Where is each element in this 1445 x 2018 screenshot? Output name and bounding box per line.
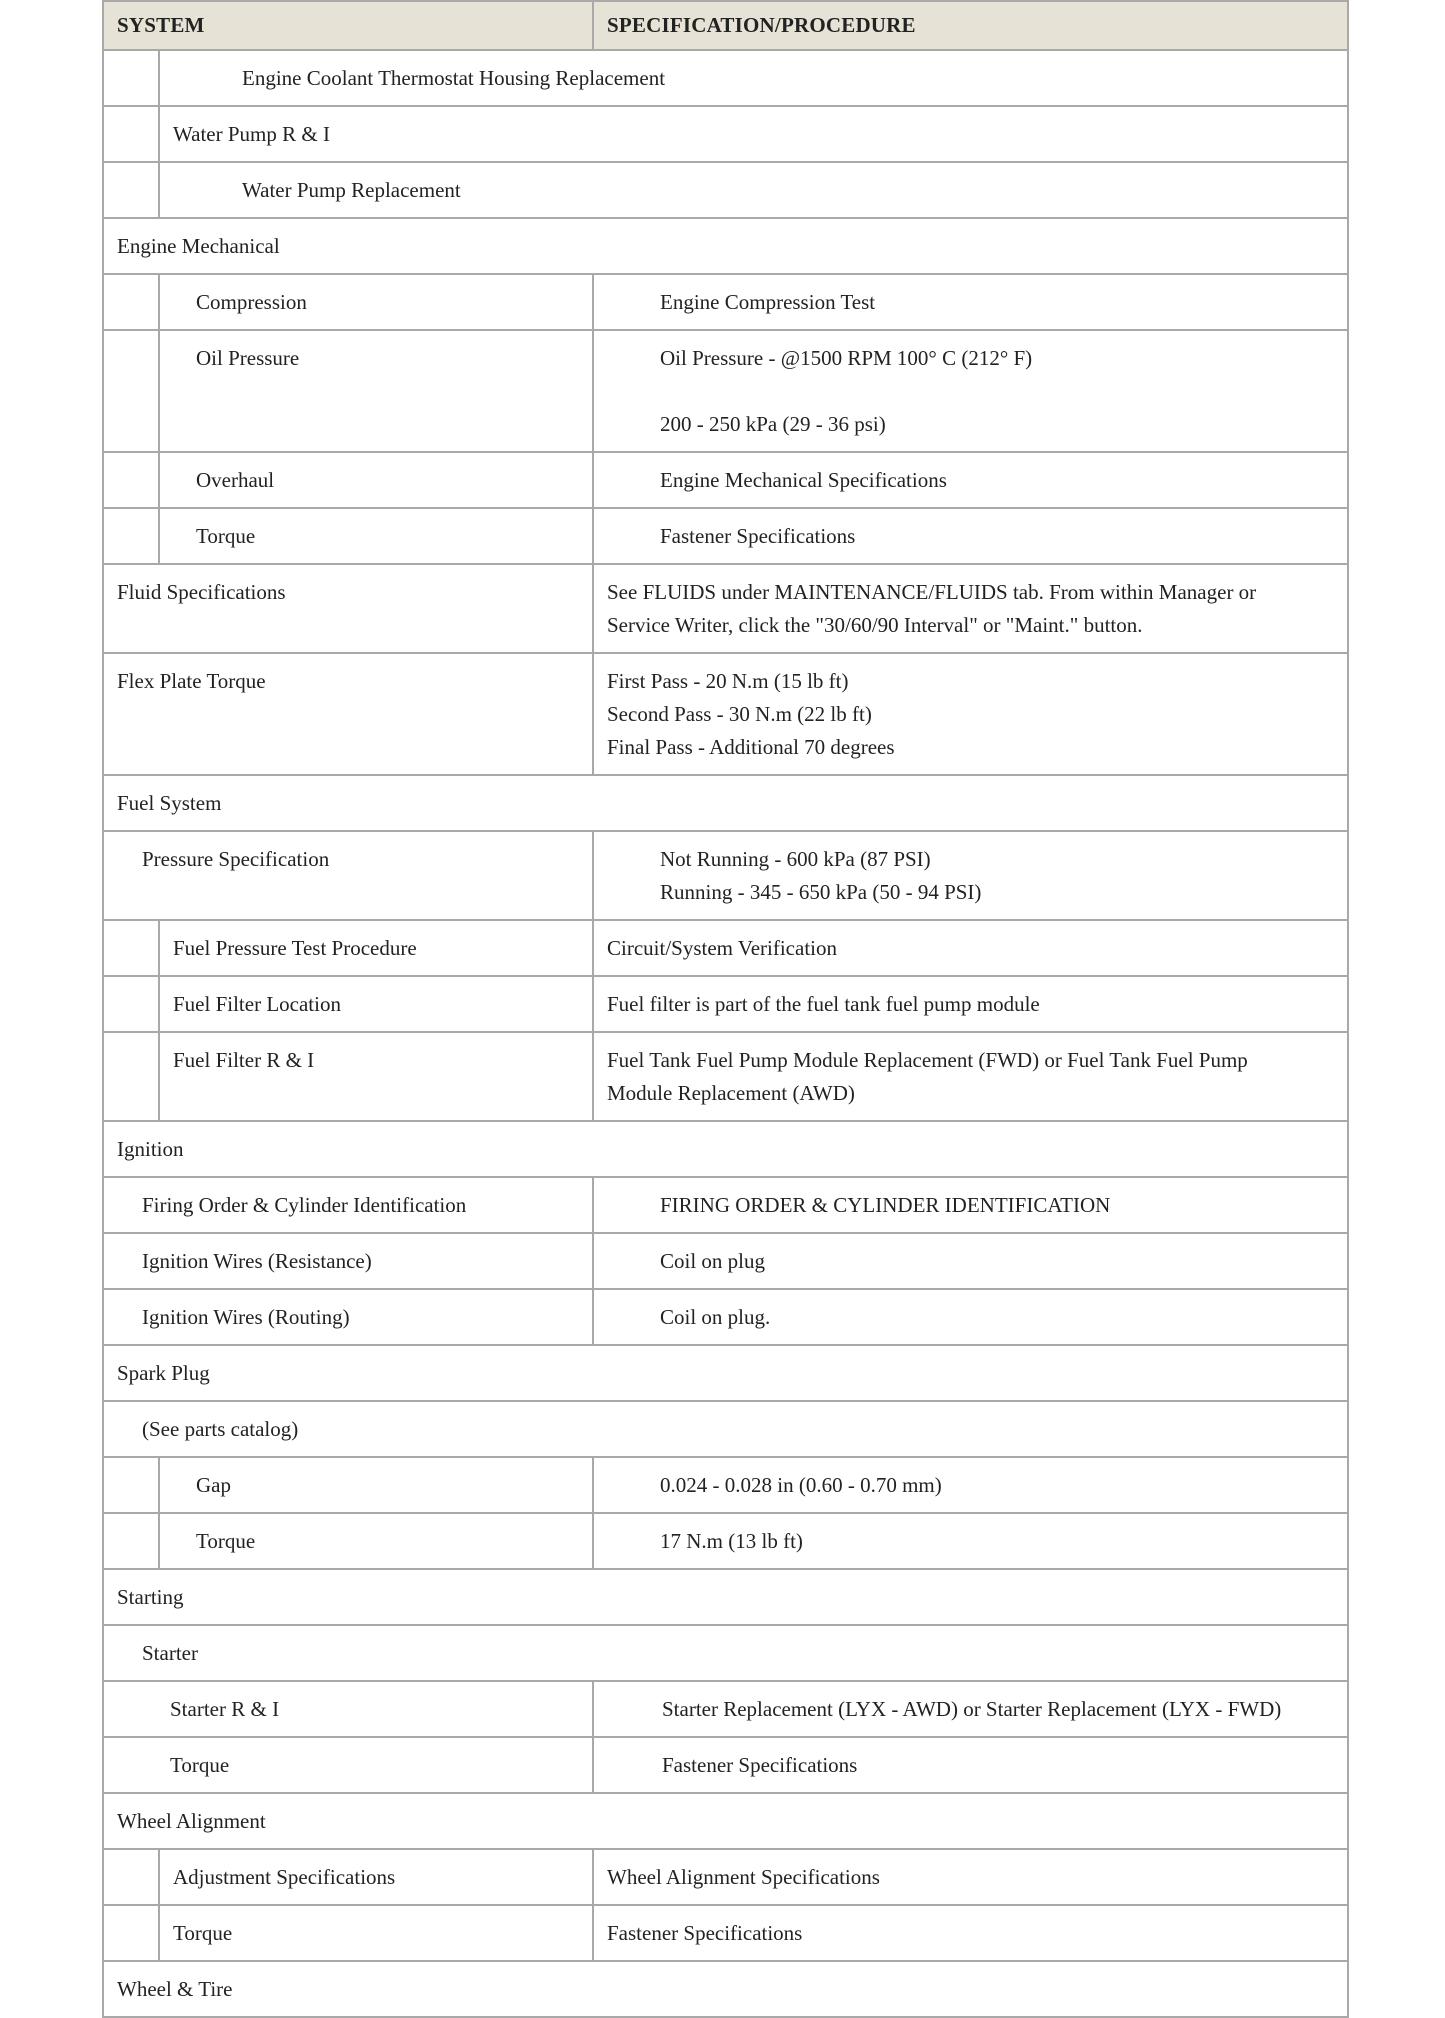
pressure-spec-label: Pressure Specification <box>142 847 330 871</box>
section-spark-plug: Spark Plug <box>117 1361 210 1385</box>
blank-line <box>660 375 1347 408</box>
compression-label: Compression <box>196 290 307 314</box>
indent-spacer <box>103 330 159 452</box>
firing-order-link[interactable]: FIRING ORDER & CYLINDER IDENTIFICATION <box>660 1193 1111 1217</box>
table-row <box>103 1681 1348 1737</box>
indent-spacer <box>103 274 159 330</box>
indent-spacer <box>103 508 159 564</box>
section-fuel-system: Fuel System <box>117 791 222 815</box>
table-row <box>103 162 1348 218</box>
section-row <box>103 1121 1348 1177</box>
section-row <box>103 1569 1348 1625</box>
table-row <box>103 1849 1348 1905</box>
overhaul-spec-link[interactable]: Engine Mechanical Specifications <box>660 468 947 492</box>
table-row <box>103 106 1348 162</box>
indent-spacer <box>103 452 159 508</box>
ignition-wires-resistance-spec: Coil on plug <box>660 1249 766 1273</box>
table-row <box>103 50 1348 106</box>
flex-plate-spec-line3: Final Pass - Additional 70 degrees <box>607 735 895 759</box>
header-spec: SPECIFICATION/PROCEDURE <box>593 1 1348 50</box>
section-wheel-tire: Wheel & Tire <box>117 1977 233 2001</box>
fuel-filter-location-label: Fuel Filter Location <box>173 992 341 1016</box>
section-row <box>103 1961 1348 2017</box>
section-row <box>103 1793 1348 1849</box>
water-pump-ri-label: Water Pump R & I <box>173 122 330 146</box>
section-row <box>103 1345 1348 1401</box>
table-row <box>103 653 1348 775</box>
fluid-specs-spec-line2: Service Writer, click the "30/60/90 Interval" or "Maint." button. <box>607 613 1143 637</box>
overhaul-label: Overhaul <box>196 468 275 492</box>
section-row <box>103 218 1348 274</box>
wheel-alignment-spec-link[interactable]: Wheel Alignment Specifications <box>607 1865 880 1889</box>
table-row <box>103 920 1348 976</box>
starter-replacement-link[interactable]: Starter Replacement (LYX - AWD) or Starter Replacement (LYX - FWD) <box>662 1697 1282 1721</box>
adjustment-specs-label: Adjustment Specifications <box>173 1865 396 1889</box>
starter-torque-label: Torque <box>170 1753 230 1777</box>
parts-catalog-note: (See parts catalog) <box>142 1417 299 1441</box>
flex-plate-spec-line1: First Pass - 20 N.m (15 lb ft) <box>607 669 849 693</box>
gap-spec: 0.024 - 0.028 in (0.60 - 0.70 mm) <box>660 1473 942 1497</box>
spark-plug-torque-spec: 17 N.m (13 lb ft) <box>660 1529 803 1553</box>
thermostat-replacement-link[interactable]: Engine Coolant Thermostat Housing Replacement <box>242 66 666 90</box>
engine-torque-spec-link[interactable]: Fastener Specifications <box>660 524 856 548</box>
table-row <box>103 564 1348 653</box>
table-row <box>103 1737 1348 1793</box>
fuel-filter-location-spec: Fuel filter is part of the fuel tank fuel pump module <box>607 992 1040 1016</box>
table-row <box>103 1457 1348 1513</box>
table-row <box>103 1233 1348 1289</box>
fluid-specs-spec-line1: See FLUIDS under MAINTENANCE/FLUIDS tab. From within Manager or <box>607 580 1257 604</box>
indent-spacer <box>103 1032 159 1121</box>
fuel-filter-ri-label: Fuel Filter R & I <box>173 1048 315 1072</box>
table-row <box>103 274 1348 330</box>
specifications-table <box>102 0 1349 2018</box>
header-system: SYSTEM <box>103 1 593 50</box>
table-row <box>103 1625 1348 1681</box>
table-row <box>103 1032 1348 1121</box>
fuel-pressure-test-label: Fuel Pressure Test Procedure <box>173 936 417 960</box>
row-label <box>159 50 1348 106</box>
ignition-wires-resistance-label: Ignition Wires (Resistance) <box>142 1249 372 1273</box>
indent-spacer <box>103 1905 159 1961</box>
section-wheel-alignment: Wheel Alignment <box>117 1809 266 1833</box>
wheel-torque-label: Torque <box>173 1921 233 1945</box>
oil-pressure-spec-line2: 200 - 250 kPa (29 - 36 psi) <box>660 412 886 436</box>
fluid-specs-label: Fluid Specifications <box>117 580 286 604</box>
table-row <box>103 831 1348 920</box>
flex-plate-label: Flex Plate Torque <box>117 669 266 693</box>
pressure-spec-line1: Not Running - 600 kPa (87 PSI) <box>660 847 931 871</box>
fuel-filter-ri-spec[interactable] <box>594 1033 1347 1120</box>
table-row <box>103 330 1348 452</box>
spark-plug-torque-label: Torque <box>196 1529 256 1553</box>
ignition-wires-routing-label: Ignition Wires (Routing) <box>142 1305 350 1329</box>
table-row <box>103 1513 1348 1569</box>
indent-spacer <box>103 50 159 106</box>
indent-spacer <box>103 1849 159 1905</box>
indent-spacer <box>103 106 159 162</box>
table-header-row <box>103 1 1348 50</box>
indent-spacer <box>103 920 159 976</box>
flex-plate-spec-line2: Second Pass - 30 N.m (22 lb ft) <box>607 702 872 726</box>
fuel-filter-ri-spec-line1[interactable]: Fuel Tank Fuel Pump Module Replacement (FWD) or Fuel Tank Fuel Pump <box>607 1048 1248 1072</box>
engine-torque-label: Torque <box>196 524 256 548</box>
pressure-spec-line2: Running - 345 - 650 kPa (50 - 94 PSI) <box>660 880 982 904</box>
starter-ri-label: Starter R & I <box>170 1697 280 1721</box>
oil-pressure-spec-line1: Oil Pressure - @1500 RPM 100° C (212° F) <box>660 346 1033 370</box>
section-starting: Starting <box>117 1585 184 1609</box>
wheel-torque-spec-link[interactable]: Fastener Specifications <box>607 1921 803 1945</box>
table-row <box>103 508 1348 564</box>
pressure-spec <box>594 832 1347 919</box>
fluid-specs-spec <box>594 565 1347 652</box>
table-row <box>103 976 1348 1032</box>
starter-torque-spec-link[interactable]: Fastener Specifications <box>662 1753 858 1777</box>
oil-pressure-label: Oil Pressure <box>196 346 300 370</box>
water-pump-replacement-link[interactable]: Water Pump Replacement <box>242 178 461 202</box>
fuel-filter-ri-spec-line2[interactable]: Module Replacement (AWD) <box>607 1081 855 1105</box>
table-row <box>103 452 1348 508</box>
indent-spacer <box>103 976 159 1032</box>
compression-spec-link[interactable]: Engine Compression Test <box>660 290 876 314</box>
fuel-pressure-test-link[interactable]: Circuit/System Verification <box>607 936 837 960</box>
firing-order-label: Firing Order & Cylinder Identification <box>142 1193 467 1217</box>
ignition-wires-routing-spec: Coil on plug. <box>660 1305 771 1329</box>
gap-label: Gap <box>196 1473 231 1497</box>
table-row <box>103 1905 1348 1961</box>
section-ignition: Ignition <box>117 1137 184 1161</box>
starter-label: Starter <box>142 1641 198 1665</box>
indent-spacer <box>103 1513 159 1569</box>
section-engine-mechanical: Engine Mechanical <box>117 234 280 258</box>
indent-spacer <box>103 162 159 218</box>
table-row <box>103 1401 1348 1457</box>
flex-plate-spec <box>594 654 1347 774</box>
table-row <box>103 1177 1348 1233</box>
table-row <box>103 1289 1348 1345</box>
indent-spacer <box>103 1457 159 1513</box>
section-row <box>103 775 1348 831</box>
oil-pressure-spec <box>594 331 1347 451</box>
